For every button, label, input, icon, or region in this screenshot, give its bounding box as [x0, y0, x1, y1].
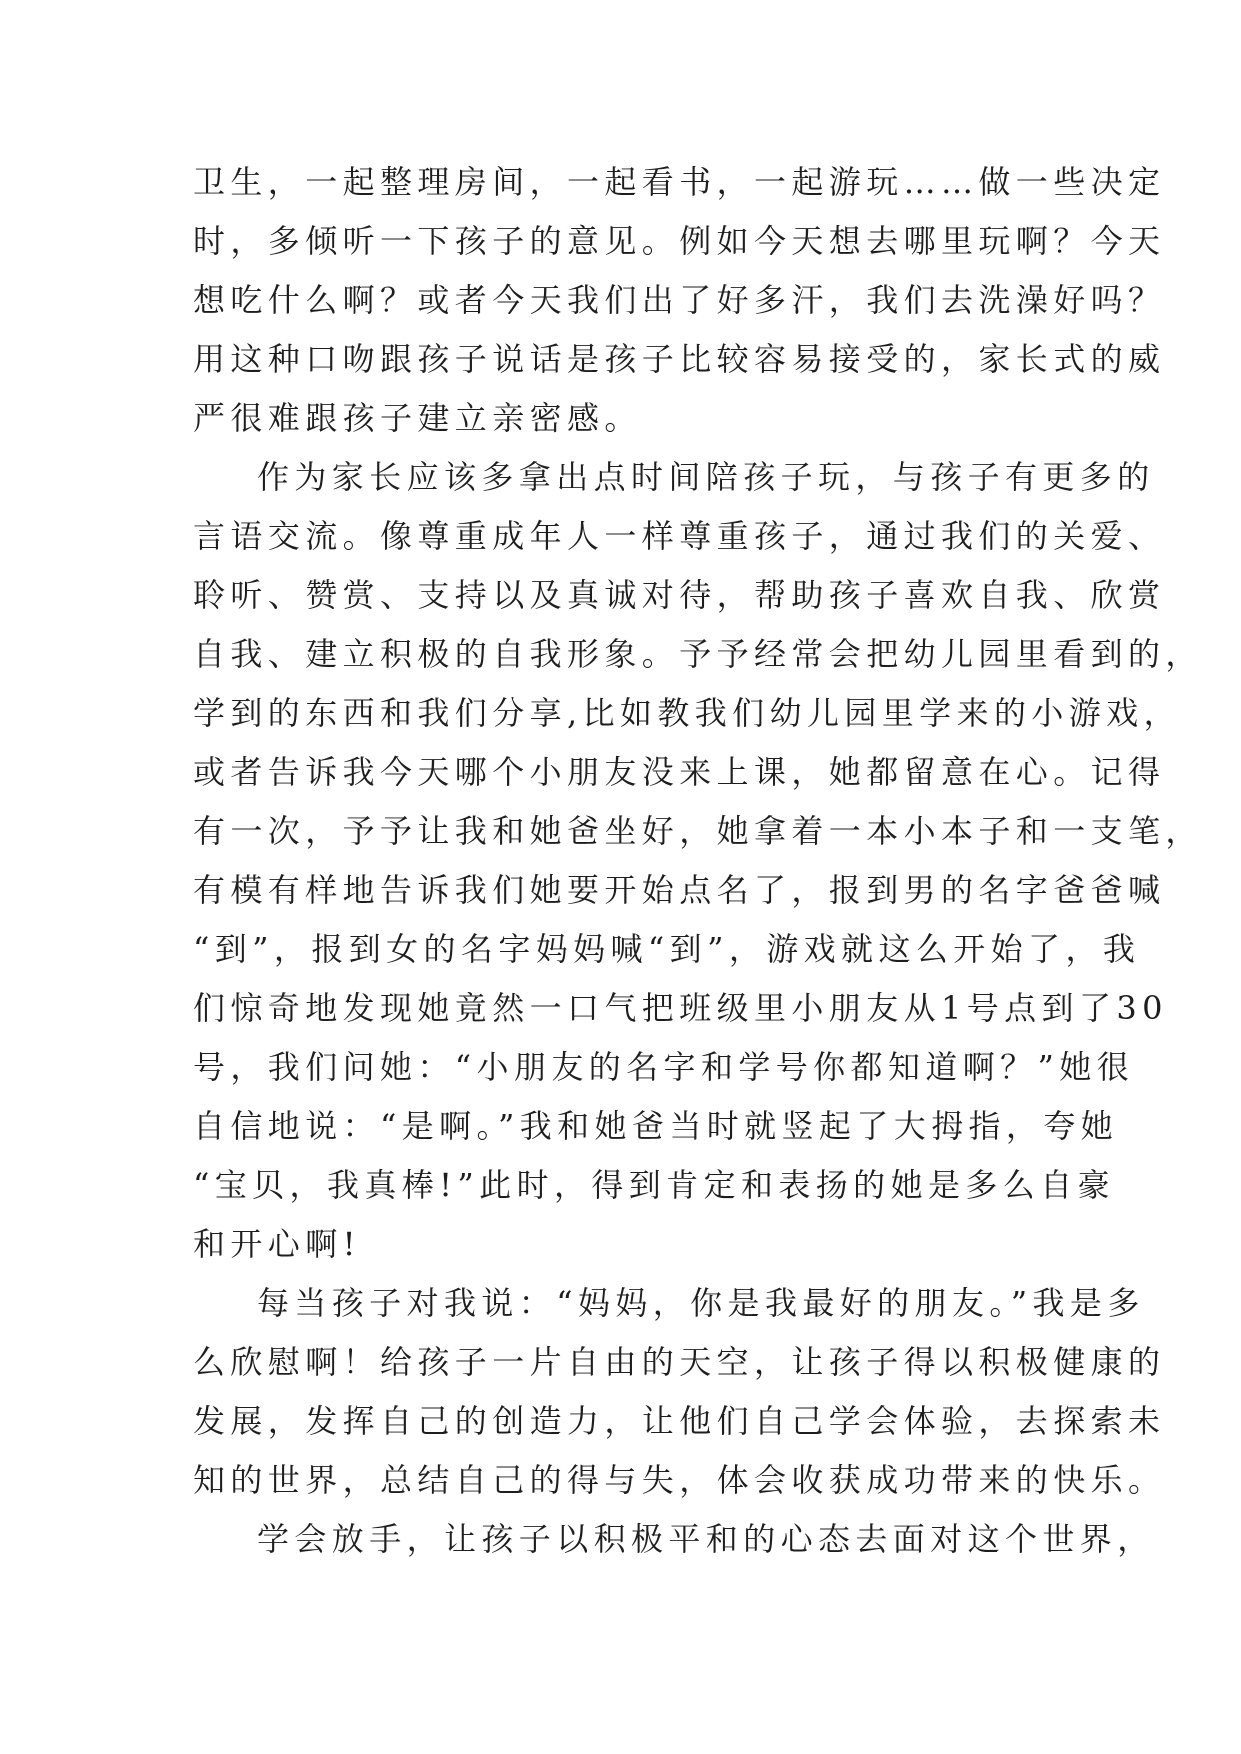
text-line: 卫生，一起整理房间，一起看书，一起游玩……做一些决定 — [193, 163, 1166, 201]
body-text — [193, 153, 1203, 1569]
text-line: 么欣慰啊！给孩子一片自由的天空，让孩子得以积极健康的 — [193, 1343, 1166, 1381]
paragraph-start-line: 作为家长应该多拿出点时间陪孩子玩，与孩子有更多的 — [257, 458, 1155, 496]
text-line: 学到的东西和我们分享,比如教我们幼儿园里学来的小游戏， — [193, 694, 1181, 732]
text-line: 自我、建立积极的自我形象。予予经常会把幼儿园里看到的， — [193, 635, 1203, 673]
text-line: 聆听、赞赏、支持以及真诚对待，帮助孩子喜欢自我、欣赏 — [193, 576, 1166, 614]
text-line: 知的世界，总结自己的得与失，体会收获成功带来的快乐。 — [193, 1461, 1166, 1499]
text-line: 用这种口吻跟孩子说话是孩子比较容易接受的，家长式的威 — [193, 340, 1166, 378]
text-line: 严很难跟孩子建立亲密感。 — [193, 399, 642, 437]
text-line: “宝贝，我真棒!”此时，得到肯定和表扬的她是多么自豪 — [193, 1166, 1115, 1204]
text-line: 时，多倾听一下孩子的意见。例如今天想去哪里玩啊？今天 — [193, 222, 1166, 260]
paragraph-start-line: 每当孩子对我说：“妈妈，你是我最好的朋友。”我是多 — [257, 1284, 1145, 1322]
text-line: 号，我们问她：“小朋友的名字和学号你都知道啊？”她很 — [193, 1048, 1135, 1086]
text-line: 或者告诉我今天哪个小朋友没来上课，她都留意在心。记得 — [193, 753, 1166, 791]
text-line: 有模有样地告诉我们她要开始点名了，报到男的名字爸爸喊 — [193, 871, 1166, 909]
text-line: 言语交流。像尊重成年人一样尊重孩子，通过我们的关爱、 — [193, 517, 1166, 555]
text-line: 想吃什么啊？或者今天我们出了好多汗，我们去洗澡好吗？ — [193, 281, 1166, 319]
text-line: 和开心啊! — [193, 1225, 361, 1263]
text-line: 们惊奇地发现她竟然一口气把班级里小朋友从1号点到了30 — [193, 989, 1168, 1027]
text-line: 发展，发挥自己的创造力，让他们自己学会体验，去探索未 — [193, 1402, 1166, 1440]
text-line: 自信地说：“是啊。”我和她爸当时就竖起了大拇指，夸她 — [193, 1107, 1119, 1145]
paragraph-start-line: 学会放手，让孩子以积极平和的心态去面对这个世界， — [257, 1520, 1155, 1558]
text-line: 有一次，予予让我和她爸坐好，她拿着一本小本子和一支笔， — [193, 812, 1203, 850]
text-line: “到”，报到女的名字妈妈喊“到”，游戏就这么开始了，我 — [193, 930, 1141, 968]
